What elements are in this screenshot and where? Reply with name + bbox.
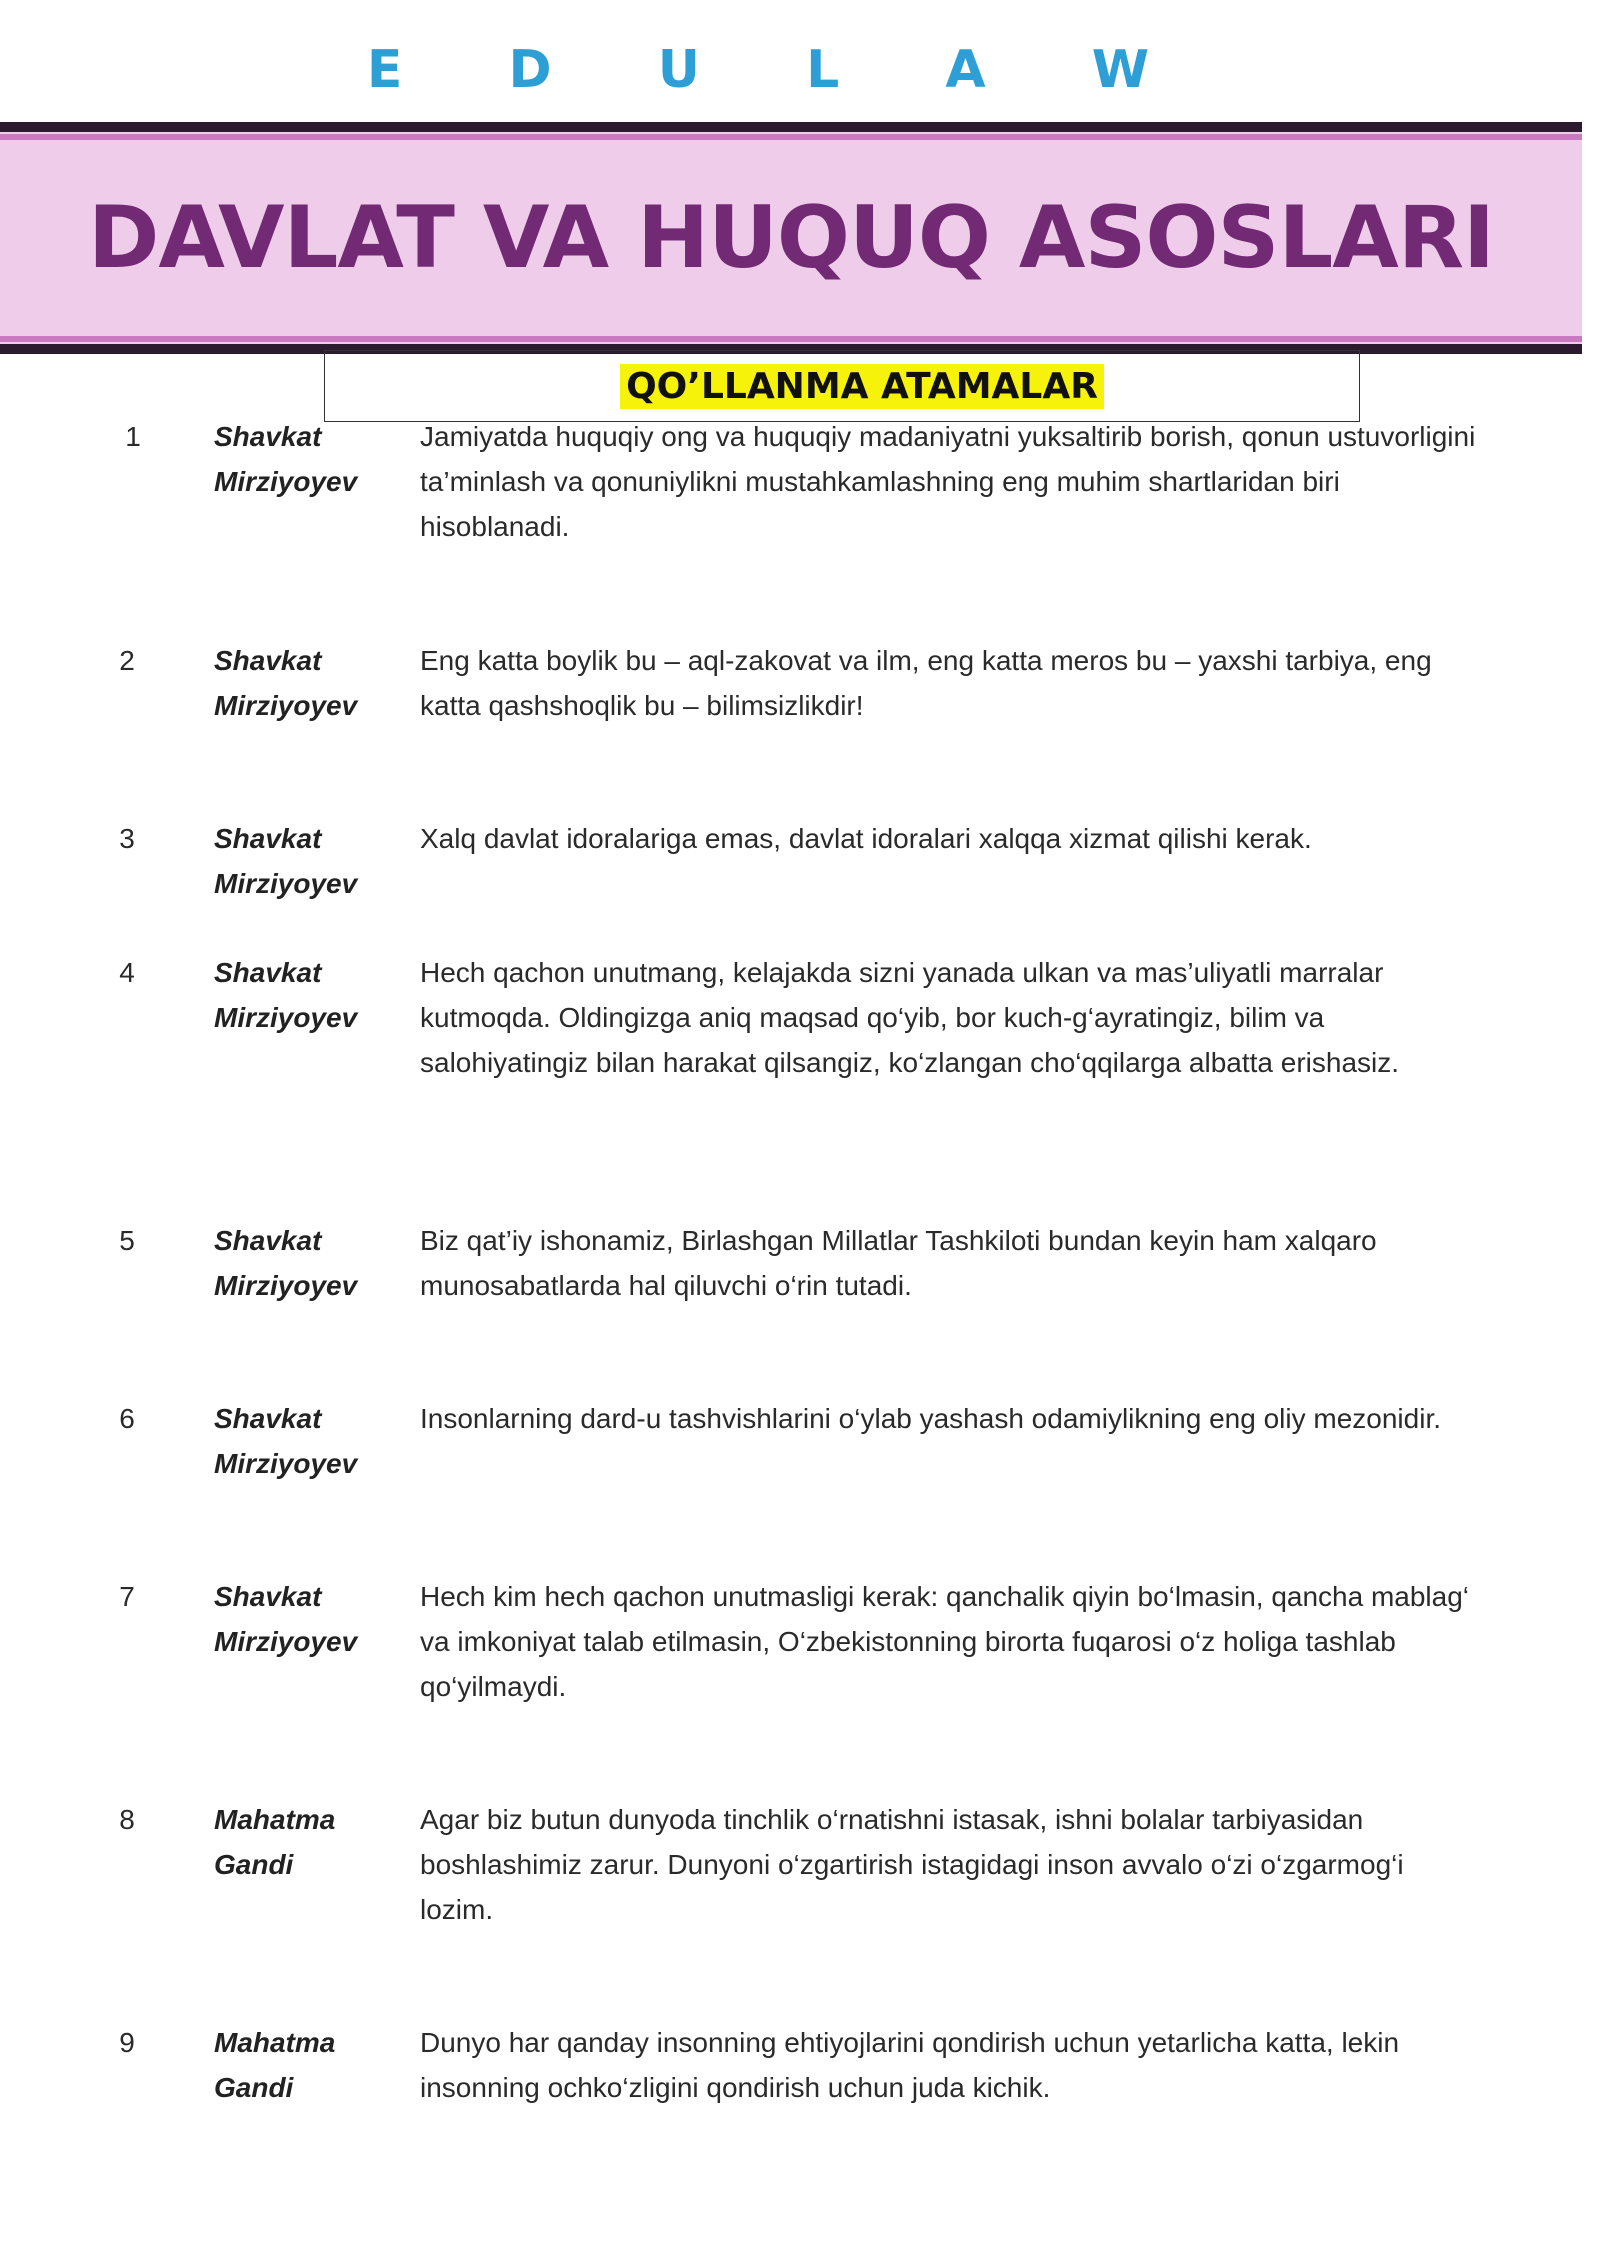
entry-quote: Hech kim hech qachon unutmasligi kerak: qanchalik qiyin bo‘lmasin, qancha mablag‘ va imkoniyat talab etilmasin, O‘zbekistonning birorta fuqarosi o‘z holiga tashlab qo‘yilmaydi. [420, 1581, 1470, 1702]
title-banner [0, 122, 1582, 354]
entry-number: 1 [125, 421, 141, 452]
entry-quote: Xalq davlat idoralariga emas, davlat idoralari xalqqa xizmat qilishi kerak. [420, 823, 1312, 854]
entry-quote: Eng katta boylik bu – aql-zakovat va ilm, eng katta meros bu – yaxshi tarbiya, eng katta qashshoqlik bu – bilimsizlikdir! [420, 645, 1432, 721]
entry-author: Shavkat Mirziyoyev [214, 957, 358, 1033]
entry-number: 6 [119, 1403, 135, 1434]
entry-number: 9 [119, 2027, 135, 2058]
entry-author: Mahatma Gandi [214, 1804, 336, 1880]
entry-number: 4 [119, 957, 135, 988]
entry-number: 3 [119, 823, 135, 854]
entry-author: Shavkat Mirziyoyev [214, 645, 358, 721]
entry-author: Shavkat Mirziyoyev [214, 1403, 358, 1479]
subtitle-box [324, 350, 1360, 422]
entry-quote: Dunyo har qanday insonning ehtiyojlarini qondirish uchun yetarlicha katta, lekin insonning ochko‘zligini qondirish uchun juda kichik. [420, 2027, 1400, 2103]
entry-author: Shavkat Mirziyoyev [214, 1225, 358, 1301]
entry-quote: Jamiyatda huquqiy ong va huquqiy madaniyatni yuksaltirib borish, qonun ustuvorligini ta’minlash va qonuniylikni mustahkamlashning eng muhim shartlaridan biri hisoblanadi. [420, 421, 1476, 542]
entry-number: 8 [119, 1804, 135, 1835]
entry-number: 2 [119, 645, 135, 676]
entry-author: Mahatma Gandi [214, 2027, 336, 2103]
entry-quote: Insonlarning dard-u tashvishlarini o‘ylab yashash odamiylikning eng oliy mezonidir. [420, 1403, 1442, 1434]
section-subtitle: QO’LLANMA ATAMALAR [620, 364, 1104, 409]
entry-number: 5 [119, 1225, 135, 1256]
entry-author: Shavkat Mirziyoyev [214, 1581, 358, 1657]
entry-quote: Biz qat’iy ishonamiz, Birlashgan Millatlar Tashkiloti bundan keyin ham xalqaro munosabatlarda hal qiluvchi o‘rin tutadi. [420, 1225, 1377, 1301]
entry-quote: Agar biz butun dunyoda tinchlik o‘rnatishni istasak, ishni bolalar tarbiyasidan boshlashimiz zarur. Dunyoni o‘zgartirish istagidagi inson avvalo o‘zi o‘zgarmog‘i lozim. [420, 1804, 1404, 1925]
document-title: DAVLAT VA HUQUQ ASOSLARI [87, 188, 1495, 288]
entry-author: Shavkat Mirziyoyev [214, 421, 358, 497]
entry-quote: Hech qachon unutmang, kelajakda sizni yanada ulkan va mas’uliyatli marralar kutmoqda. Oldingizga aniq maqsad qo‘yib, bor kuch-g‘ayratingiz, bilim va salohiyatingiz bilan harakat qilsangiz, ko‘zlangan cho‘qqilarga albatta erishasiz. [420, 957, 1400, 1078]
entry-author: Shavkat Mirziyoyev [214, 823, 358, 899]
brand-logo: E D U L A W [366, 40, 1194, 100]
entry-number: 7 [119, 1581, 135, 1612]
